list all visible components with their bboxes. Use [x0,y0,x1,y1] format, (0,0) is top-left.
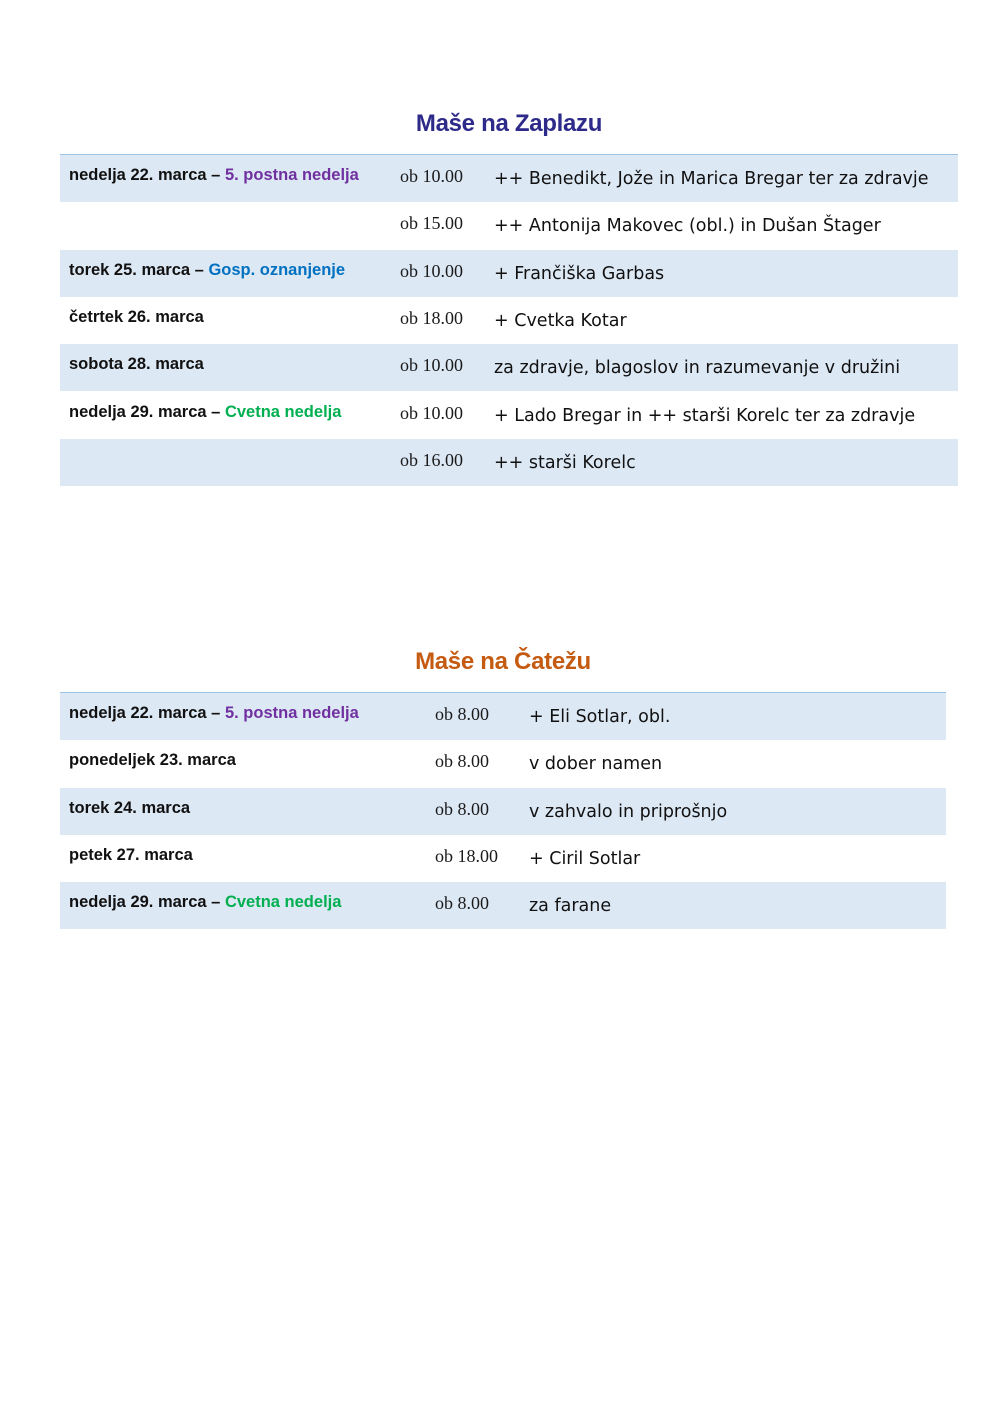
time-cell: ob 10.00 [400,260,463,281]
time-cell: ob 10.00 [400,402,463,423]
intention-cell: v zahvalo in priprošnjo [529,801,728,822]
table-row [60,297,958,344]
day-label: nedelja 29. marca [69,402,207,421]
time-cell: ob 15.00 [400,213,463,234]
table-row [60,439,958,486]
time-cell: ob 18.00 [435,846,498,867]
table-row [60,740,946,787]
time-cell: ob 8.00 [435,751,489,772]
day-cell [69,297,204,344]
day-cell [69,155,359,202]
table-row [60,882,946,929]
day-label: sobota 28. marca [69,355,204,374]
catez-section [60,648,946,938]
day-cell [69,740,236,787]
intention-cell: v dober namen [529,754,663,775]
day-label: nedelja 22. marca [69,704,207,723]
day-separator: – [206,402,225,421]
time-cell: ob 10.00 [400,355,463,376]
feast-label: Cvetna nedelja [224,402,342,421]
day-label: nedelja 22. marca [69,166,207,185]
zaplaz-title: Maše na Zaplazu [415,110,603,137]
day-label: petek 27. marca [69,846,193,865]
time-cell: ob 8.00 [435,798,489,819]
intention-cell: + Lado Bregar in ++ starši Korelc ter za zdravje [494,405,916,426]
time-cell: ob 18.00 [400,308,463,329]
time-cell: ob 10.00 [400,166,463,187]
day-cell [69,693,359,740]
catez-schedule-table [60,692,946,929]
zaplaz-section [60,110,958,490]
intention-cell: + Frančiška Garbas [494,263,665,284]
day-separator: – [190,260,209,279]
day-separator: – [206,166,225,185]
time-cell: ob 8.00 [435,893,489,914]
table-row [60,155,958,202]
day-label: torek 25. marca [69,260,191,279]
day-separator: – [206,704,225,723]
time-cell: ob 16.00 [400,449,463,470]
intention-cell: + Ciril Sotlar [529,849,641,870]
day-cell [69,250,345,297]
day-separator: – [206,893,225,912]
day-cell [69,882,341,929]
day-cell [69,835,193,882]
intention-cell: ++ Antonija Makovec (obl.) in Dušan Štager [494,216,881,237]
intention-cell: + Cvetka Kotar [494,311,627,332]
table-row [60,250,958,297]
intention-cell: za farane [529,896,612,917]
catez-title: Maše na Čatežu [415,648,591,675]
table-row [60,693,946,740]
table-row [60,835,946,882]
intention-cell: + Eli Sotlar, obl. [529,707,671,728]
day-cell [69,344,204,391]
table-row [60,202,958,249]
day-cell [69,788,190,835]
feast-label: 5. postna nedelja [224,166,359,185]
day-label: ponedeljek 23. marca [69,751,236,770]
table-row [60,344,958,391]
day-label: četrtek 26. marca [69,308,204,327]
day-label: nedelja 29. marca [69,893,207,912]
day-cell [69,391,341,438]
zaplaz-schedule-table [60,154,958,486]
table-row [60,391,958,438]
intention-cell: ++ Benedikt, Jože in Marica Bregar ter za zdravje [494,169,929,190]
time-cell: ob 8.00 [435,704,489,725]
table-row [60,788,946,835]
feast-label: 5. postna nedelja [224,704,359,723]
intention-cell: ++ starši Korelc [494,452,636,473]
feast-label: Gosp. oznanjenje [208,260,346,279]
intention-cell: za zdravje, blagoslov in razumevanje v družini [494,358,901,379]
feast-label: Cvetna nedelja [224,893,342,912]
day-label: torek 24. marca [69,798,191,817]
